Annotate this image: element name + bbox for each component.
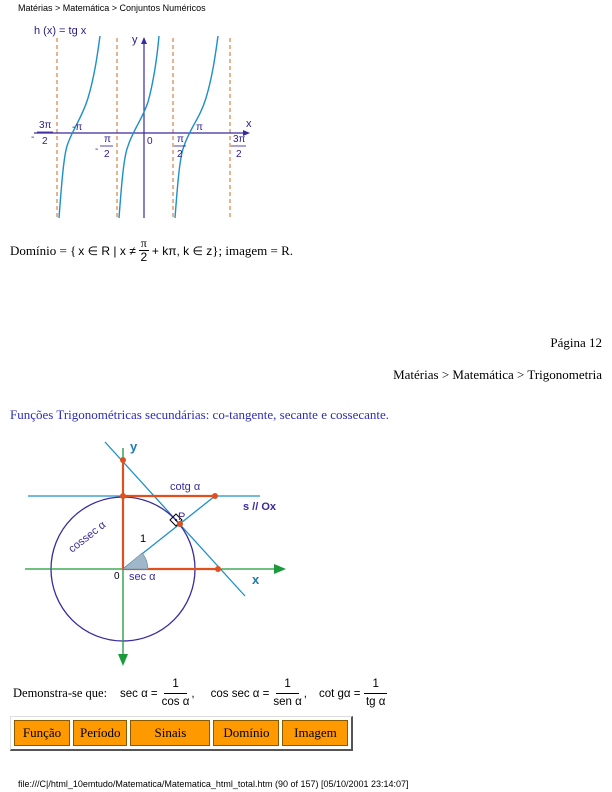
label-one: 1	[140, 533, 147, 545]
label-x: x	[252, 572, 260, 587]
label-3pi-half-num: 3π	[233, 134, 246, 145]
label-neg-pi: -π	[72, 122, 83, 133]
label-pi: π	[196, 122, 203, 133]
formula-cossec-left: cos sec α =	[210, 687, 270, 700]
page-number: Página 12	[550, 335, 602, 350]
formula-cossec-fraction	[273, 676, 301, 711]
label-neg-3pi-num: 3π	[39, 120, 52, 131]
formula-cotg-fraction	[364, 676, 386, 711]
tangent-branches	[59, 36, 218, 218]
label-sec: sec α	[129, 571, 156, 583]
label-p: P	[178, 511, 186, 523]
label-3pi-half-den: 2	[236, 149, 242, 160]
origin-label: 0	[147, 136, 153, 147]
formula-cossec-num: 1	[276, 676, 298, 694]
label-neg-pi-half-sign: -	[95, 144, 99, 155]
domain-suffix-text: }; imagem = R.	[212, 242, 294, 258]
label-cotg: cotg α	[170, 481, 201, 493]
formula-sec-comma: ,	[191, 687, 195, 700]
domain-prefix: Domínio = {	[10, 242, 77, 258]
formula-cotg-den: tg α	[365, 696, 386, 708]
label-pi-half-den: 2	[177, 149, 183, 160]
y-axis-arrow	[141, 37, 147, 44]
x-axis-arrow	[274, 564, 286, 574]
y-axis-arrow	[118, 654, 128, 666]
formula-sec-num: 1	[164, 676, 186, 694]
formula-cotg-num: 1	[364, 676, 386, 694]
label-neg-pi-half-den: 2	[104, 149, 110, 160]
table-header-row	[14, 720, 348, 746]
footer-file-path: file:///C|/html_10emtudo/Matematica/Matematica_html_total.htm (90 of 157) [05/10/2001 23:14:07]	[18, 779, 409, 789]
formula-cossec-den: sen α	[273, 696, 302, 708]
label-neg-3pi-sign: -	[31, 132, 35, 143]
x-axis-label: x	[246, 118, 252, 130]
angle-alpha	[123, 553, 148, 569]
point-sec	[215, 566, 221, 572]
label-s: s // Ox	[243, 501, 277, 513]
domain-set: x ∈ R | x ≠	[78, 243, 136, 258]
point-cotg	[212, 493, 218, 499]
properties-table	[10, 716, 353, 751]
formula-cotg-left: cot gα =	[318, 687, 361, 700]
demo-formulas	[120, 676, 387, 711]
right-angle-dot	[175, 519, 177, 521]
graph-title: h (x) = tg x	[34, 25, 87, 37]
label-neg-3pi-den: 2	[42, 136, 48, 147]
header-dominio: Domínio	[213, 720, 279, 746]
label-pi-half-num: π	[177, 134, 184, 145]
domain-fraction	[139, 237, 149, 264]
formula-cossec-comma: ,	[303, 687, 307, 700]
domain-frac-den: 2	[140, 250, 148, 264]
domain-frac-num: π	[140, 236, 147, 250]
point-top	[120, 493, 126, 499]
trig-circle-figure	[20, 438, 295, 668]
domain-statement	[10, 237, 293, 264]
label-origin: 0	[114, 571, 120, 582]
breadcrumb-top: Matérias > Matemática > Conjuntos Numéricos	[18, 3, 206, 13]
label-y: y	[130, 439, 138, 454]
point-cossec	[120, 457, 126, 463]
label-cossec: cossec α	[66, 519, 109, 556]
section-title: Funções Trigonométricas secundárias: co-tangente, secante e cossecante.	[10, 407, 390, 422]
formula-sec-left: sec α =	[120, 687, 158, 700]
tangent-graph	[20, 18, 260, 223]
formula-sec-den: cos α	[161, 696, 190, 708]
header-sinais: Sinais	[130, 720, 210, 746]
branch-2	[119, 36, 159, 218]
formula-sec-fraction	[162, 676, 190, 711]
y-axis-label: y	[132, 34, 138, 46]
breadcrumb-trigonometria: Matérias > Matemática > Trigonometria	[393, 367, 602, 382]
header-funcao: Função	[14, 720, 70, 746]
header-imagem: Imagem	[282, 720, 348, 746]
label-neg-pi-half-num: π	[104, 134, 111, 145]
domain-suffix-math: + kπ, k ∈ z	[151, 243, 213, 258]
header-periodo: Período	[73, 720, 127, 746]
demo-label: Demonstra-se que:	[13, 686, 108, 700]
